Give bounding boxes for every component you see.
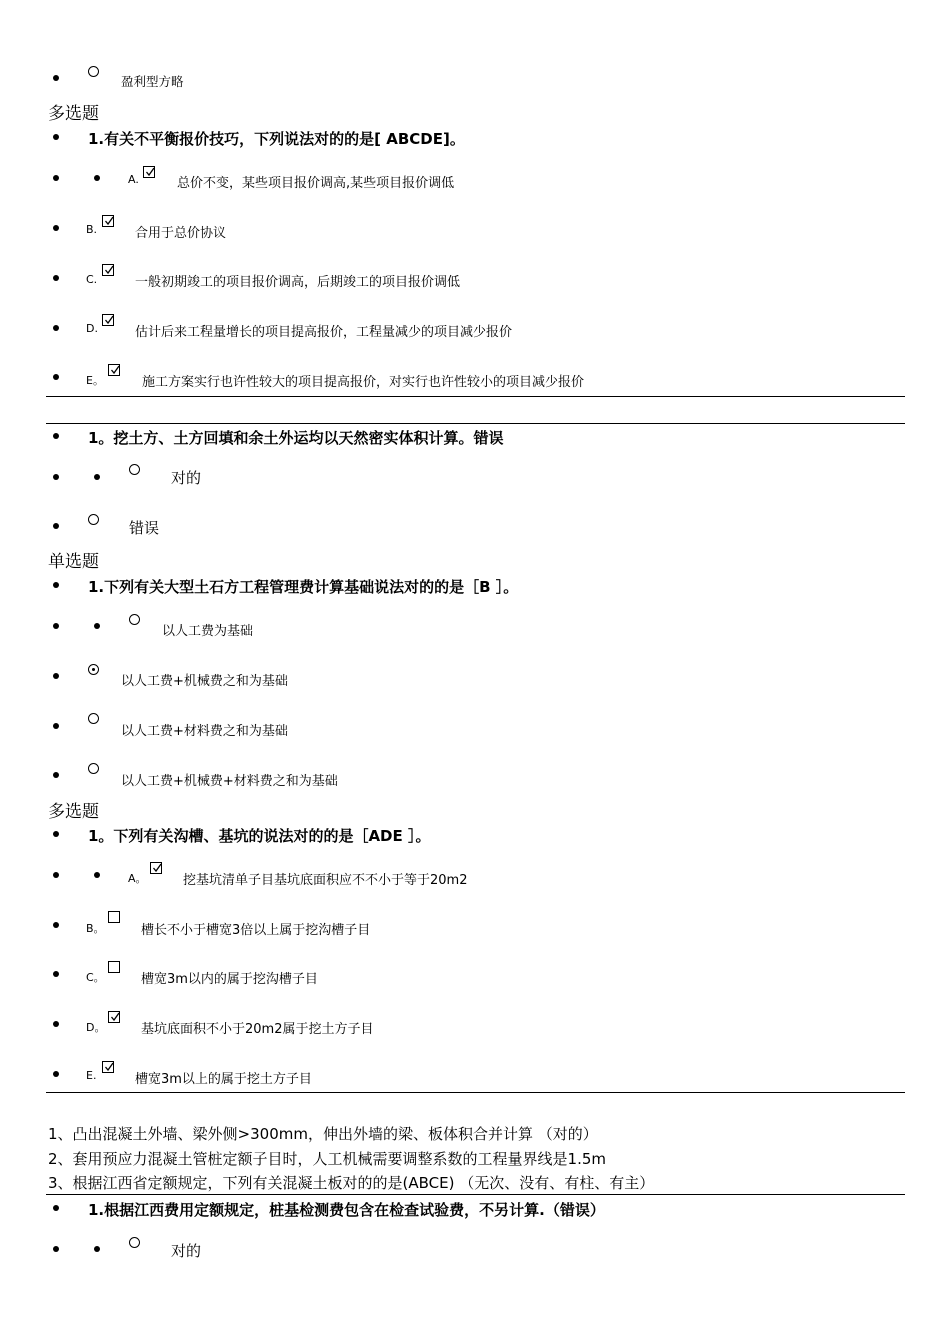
option-letter: A。 [128, 872, 147, 885]
checkbox-checked[interactable] [102, 264, 114, 276]
checkbox-unchecked[interactable] [108, 911, 120, 923]
option-label: 以人工费+材料费之和为基础 [121, 724, 288, 739]
option-label: 槽长不小于槽宽3倍以上属于挖沟槽子目 [141, 923, 371, 938]
list-bullet [53, 872, 59, 878]
option-label: 槽宽3m以内的属于挖沟槽子目 [141, 972, 318, 987]
list-bullet [53, 772, 59, 778]
note-line: 3、根据江西省定额规定，下列有关混凝土板对的的是(ABCE) （无次、没有、有柱、有主） [48, 1174, 655, 1192]
note-line: 1、凸出混凝土外墙、梁外侧>300mm，伸出外墙的梁、板体积合并计算 （对的） [48, 1125, 598, 1143]
option-label: 估计后来工程量增长的项目提高报价，工程量减少的项目减少报价 [135, 325, 513, 340]
question-text: 1。下列有关沟槽、基坑的说法对的的是［ADE ］。 [88, 827, 431, 845]
radio-option[interactable] [129, 1237, 140, 1248]
list-bullet [53, 75, 59, 81]
option-label: 总价不变，某些项目报价调高,某些项目报价调低 [177, 176, 455, 191]
checkbox-checked[interactable] [102, 314, 114, 326]
radio-option[interactable] [129, 614, 140, 625]
option-label: 以人工费+机械费+材料费之和为基础 [121, 774, 338, 789]
option-letter: E. [86, 1069, 97, 1082]
option-label: 合用于总价协议 [135, 226, 227, 241]
list-bullet [53, 1071, 59, 1077]
radio-option[interactable] [88, 514, 99, 525]
option-letter: C。 [86, 971, 105, 984]
section-heading: 多选题 [48, 802, 99, 822]
option-label: 以人工费+机械费之和为基础 [121, 674, 288, 689]
option-label: 槽宽3m以上的属于挖土方子目 [135, 1072, 312, 1087]
list-bullet [53, 922, 59, 928]
section-heading: 单选题 [48, 552, 99, 572]
divider [46, 1194, 905, 1195]
list-bullet [53, 673, 59, 679]
list-bullet [53, 474, 59, 480]
question-text: 1.根据江西费用定额规定，桩基检测费包含在检查试验费，不另计算.（错误） [88, 1201, 605, 1219]
list-bullet [53, 723, 59, 729]
list-bullet [53, 1205, 59, 1211]
radio-option[interactable] [88, 66, 99, 77]
checkbox-checked[interactable] [143, 166, 155, 178]
checkbox-checked[interactable] [108, 364, 120, 376]
list-bullet [53, 325, 59, 331]
radio-option[interactable] [88, 713, 99, 724]
section-heading: 多选题 [48, 104, 99, 124]
list-bullet [94, 175, 100, 181]
option-letter: D。 [86, 1021, 106, 1034]
list-bullet [94, 872, 100, 878]
radio-option[interactable] [129, 464, 140, 475]
option-letter: C. [86, 273, 98, 286]
option-letter: D. [86, 322, 98, 335]
list-bullet [53, 175, 59, 181]
option-letter: E。 [86, 374, 104, 387]
list-bullet [53, 275, 59, 281]
option-label: 盈利型方略 [121, 74, 184, 89]
list-bullet [53, 831, 59, 837]
list-bullet [53, 1021, 59, 1027]
option-letter: A. [128, 173, 139, 186]
list-bullet [53, 374, 59, 380]
list-bullet [53, 523, 59, 529]
checkbox-checked[interactable] [150, 862, 162, 874]
question-text: 1.下列有关大型土石方工程管理费计算基础说法对的的是［B ］。 [88, 578, 519, 596]
divider [46, 396, 905, 397]
option-label: 施工方案实行也许性较大的项目提高报价，对实行也许性较小的项目减少报价 [142, 375, 585, 390]
list-bullet [53, 582, 59, 588]
list-bullet [53, 134, 59, 140]
option-label: 基坑底面积不小于20m2属于挖土方子目 [141, 1022, 374, 1037]
option-letter: B. [86, 223, 98, 236]
option-letter: B。 [86, 922, 105, 935]
list-bullet [53, 971, 59, 977]
option-label: 对的 [171, 469, 202, 487]
question-text: 1.有关不平衡报价技巧，下列说法对的的是[ ABCDE]。 [88, 130, 465, 148]
question-text: 1。挖土方、土方回填和余土外运均以天然密实体积计算。错误 [88, 429, 504, 447]
option-label: 以人工费为基础 [162, 624, 254, 639]
checkbox-checked[interactable] [102, 1061, 114, 1073]
list-bullet [94, 1246, 100, 1252]
option-label: 挖基坑清单子目基坑底面积应不不小于等于20m2 [183, 873, 468, 888]
checkbox-checked[interactable] [108, 1011, 120, 1023]
checkbox-unchecked[interactable] [108, 961, 120, 973]
radio-option[interactable] [88, 763, 99, 774]
note-line: 2、套用预应力混凝土管桩定额子目时，人工机械需要调整系数的工程量界线是1.5m [48, 1150, 607, 1168]
option-label: 错误 [129, 519, 160, 537]
checkbox-checked[interactable] [102, 215, 114, 227]
list-bullet [53, 1246, 59, 1252]
divider [46, 1092, 905, 1093]
divider [46, 423, 905, 424]
option-label: 对的 [171, 1242, 202, 1260]
radio-option-selected[interactable] [88, 664, 99, 675]
list-bullet [94, 623, 100, 629]
list-bullet [53, 433, 59, 439]
list-bullet [53, 225, 59, 231]
list-bullet [94, 474, 100, 480]
option-label: 一般初期竣工的项目报价调高，后期竣工的项目报价调低 [135, 275, 461, 290]
list-bullet [53, 623, 59, 629]
